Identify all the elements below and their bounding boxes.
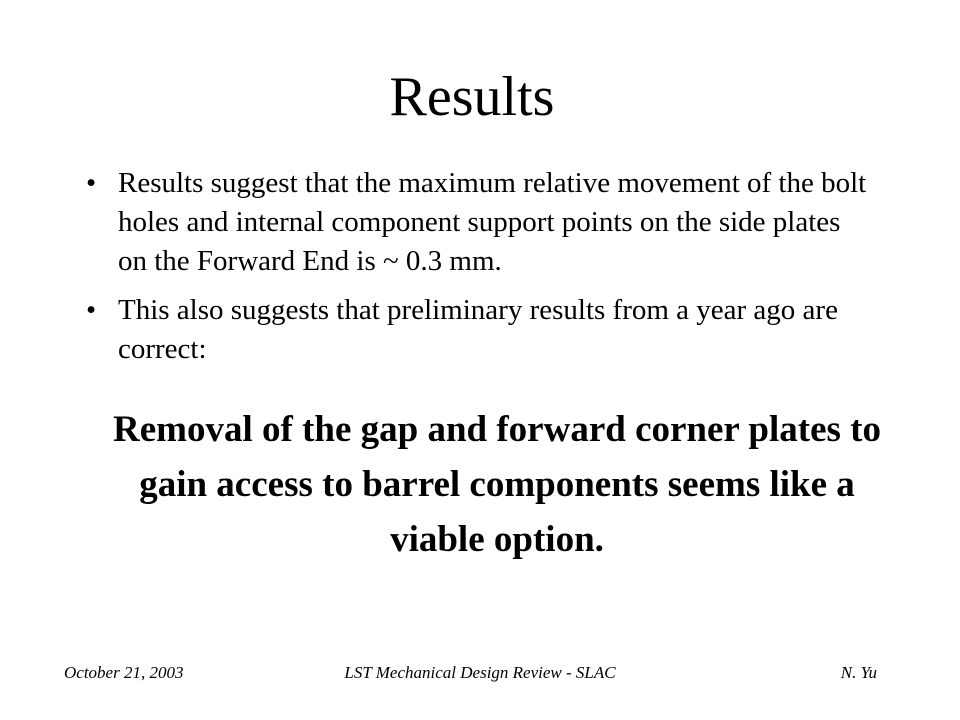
bullet-item: [86, 291, 876, 369]
bullet-list: [86, 164, 876, 379]
footer-date: October 21, 2003: [64, 663, 184, 682]
bullet-dot-icon: •: [86, 294, 97, 326]
bullet-text: Results suggest that the maximum relative movement of the bolt holes and internal component support points on the side plates on the Forward End is ~ 0.3 mm.: [118, 167, 867, 277]
footer-event: LST Mechanical Design Review - SLAC: [344, 663, 616, 682]
bullet-item: [86, 164, 876, 281]
bullet-dot-icon: •: [86, 167, 97, 199]
footer-author: N. Yu: [840, 663, 877, 682]
conclusion-text: Removal of the gap and forward corner plates to gain access to barrel components seems like a viable option.: [112, 409, 881, 560]
slide-title: Results: [389, 66, 555, 128]
bullet-text: This also suggests that preliminary results from a year ago are correct:: [118, 294, 838, 365]
